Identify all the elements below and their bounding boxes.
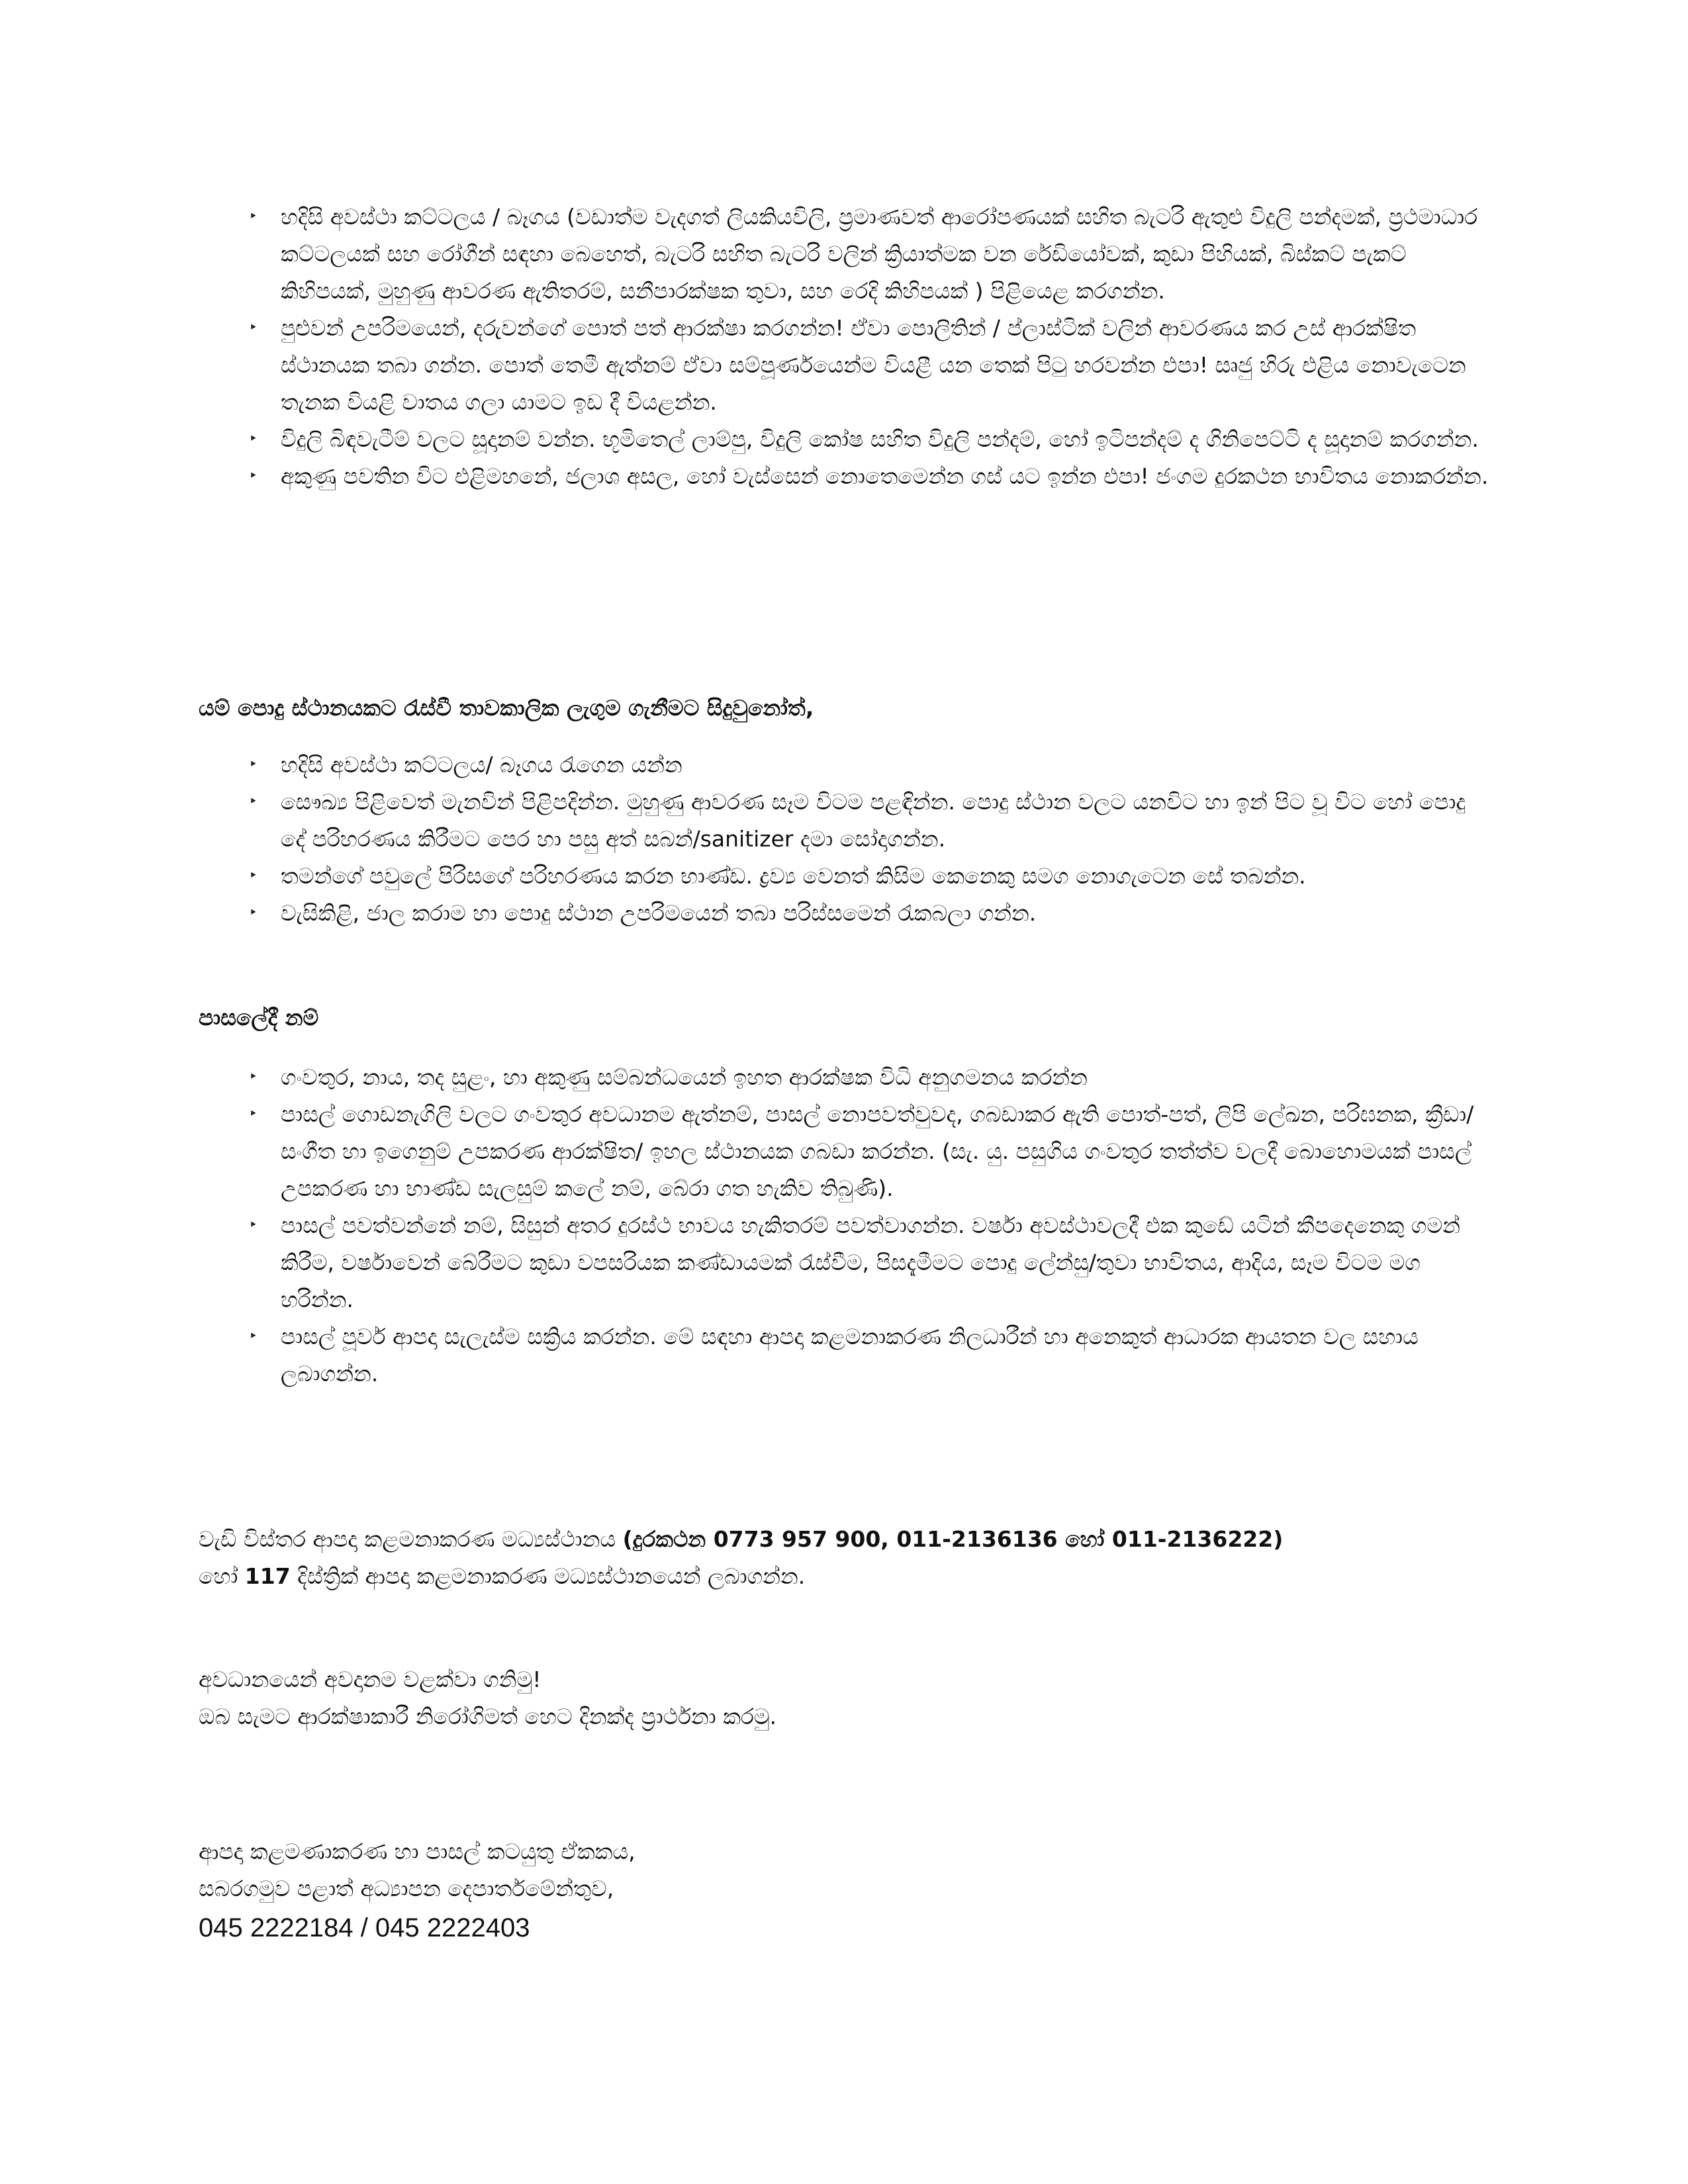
list-item bbox=[199, 1096, 1496, 1207]
school-list bbox=[199, 1059, 1496, 1392]
list-item-text: ගංවතුර, නාය, තද සුළං, හා අකුණු සම්බන්ධයෙන් ඉහත ආරක්ෂක විධි අනුගමනය කරන්න bbox=[281, 1064, 1088, 1090]
bullet-icon: ‣ bbox=[249, 905, 258, 921]
list-item bbox=[199, 895, 1496, 932]
list-item bbox=[199, 747, 1496, 784]
bullet-icon: ‣ bbox=[249, 794, 258, 810]
bullet-icon: ‣ bbox=[249, 1106, 258, 1122]
list-item-text: වැසිකිළි, ජාල කරාම හා පොදු ස්ථාන උපරිමයෙන් තබා පරිස්සමෙන් රැකබලා ගන්න. bbox=[281, 900, 1037, 926]
closing-message bbox=[199, 1661, 1496, 1735]
list-item-text: පාසල් පූර්ව ආපදා සැලැස්ම සක්‍රිය කරන්න. මේ සඳහා ආපදා කළමනාකරණ නිලධාරීන් හා අනෙකුත් ආධාරක ආයතන වල සහාය ලබාගන්න. bbox=[281, 1324, 1419, 1387]
public-shelter-list bbox=[199, 747, 1496, 932]
signature-phones: 045 2222184 / 045 2222403 bbox=[199, 1913, 530, 1942]
list-item-text: හදිසි අවස්ථා කට්ටලය/ බෑගය රැගෙන යන්න bbox=[281, 752, 682, 778]
public-shelter-heading: යම් පොදු ස්ථානයකට රැස්වී තාවකාලික ලැගුම ගැනීමට සිදුවුනෝත්, bbox=[199, 695, 814, 721]
contact-prefix: වැඩි විස්තර ආපදා කළමනාකරණ මධ්‍යස්ථානය bbox=[199, 1526, 623, 1552]
bullet-icon: ‣ bbox=[249, 208, 258, 225]
list-item-text: විදුලි බිඳවැටීම් වලට සූදානම් වන්න. භූමිතෙල් ලාම්පු, විදුලි කෝෂ සහිත විදුලි පන්දම්, හෝ ඉටිපන්දම් ද ගිනිපෙට්ටි ද සූදානම් කරගන්න. bbox=[281, 426, 1479, 452]
list-item-text: පාසල් ගොඩනැගිලි වලට ගංවතුර අවධානම ඇත්නම්, පාසල් නොපවත්වුවද, ගබඩාකර ඇති පොත්-පත්, ලිපි ලේඛන, පරිඝනක, ක්‍රීඩා/සංගීත හා ඉගෙනුම් උපකරණ ආරක්ෂිත/ ඉහල ස්ථානයක ගබඩා කරන්න. (සැ. යු. පසුගිය ගංවතුර තත්ත්ව වලදී බොහොමයක් පාසල් උපකරණ හා භාණ්ඩ සැලසුම් කලේ නම්, බේරා ගත හැකිව තිබුණි). bbox=[281, 1101, 1474, 1201]
contact-phone-numbers: (දුරකථන 0773 957 900, 011-2136136 හෝ 011-2136222) bbox=[622, 1526, 1284, 1552]
contact-hotline: 117 bbox=[244, 1563, 291, 1589]
list-item-text: හදිසි අවස්ථා කට්ටලය / බෑගය (වඩාත්ම වැදගත් ලියකියවිලි, ප්‍රමාණවත් ආරෝපණයක් සහිත බැටරි ඇතුළු විදුලි පන්දමක්, ප්‍රථමාධාර කට්ටලයක් සහ රෝගීන් සඳහා බෙහෙත්, බැටරි සහිත බැටරි වලින් ක්‍රියාත්මක වන රේඩියෝවක්, කුඩා පිහියක්, බිස්කට් පැකට් කිහිපයක්, මුහුණු ආවරණ ඇතිතරම්, සනීපාරක්ෂක තුවා, සහ රෙදි කිහිපයක් ) පිළියෙළ කරගන්න. bbox=[281, 204, 1478, 304]
closing-line-1: අවධානයෙන් අවදානම වළක්වා ගනිමු! bbox=[199, 1666, 541, 1692]
signature-unit: ආපදා කළමණාකරණ හා පාසල් කටයුතු ඒකකය, bbox=[199, 1839, 635, 1864]
list-item bbox=[199, 784, 1496, 858]
list-item bbox=[199, 199, 1496, 310]
bullet-icon: ‣ bbox=[249, 320, 258, 336]
list-item bbox=[199, 1318, 1496, 1392]
bullet-icon: ‣ bbox=[249, 431, 258, 447]
list-item bbox=[199, 1207, 1496, 1318]
list-item-text: සෞඛ්‍ය පිළිවෙත් මැනවින් පිළිපදින්න. මුහුණු ආවරණ සෑම විටම පළඳින්න. පොදු ස්ථාන වලට යනවිට හා ඉන් පිට වූ විට හෝ පොදු දේ පරිහරණය කිරීමට පෙර හා පසු අත් සබන්/sanitizer දමා සෝදාගන්න. bbox=[281, 789, 1466, 852]
bullet-icon: ‣ bbox=[249, 1328, 258, 1345]
contact-or: හෝ bbox=[199, 1563, 245, 1589]
school-heading: පාසලේදී නම් bbox=[199, 1005, 319, 1030]
list-item bbox=[199, 310, 1496, 421]
signature-department: සබරගමුව පළාත් අධ්‍යාපන දෙපාර්තමේන්තුව, bbox=[199, 1876, 614, 1901]
bullet-icon: ‣ bbox=[249, 1069, 258, 1085]
signature-block bbox=[199, 1833, 1496, 1948]
contact-suffix: දිස්ත්‍රික් ආපදා කළමනාකරණ මධ්‍යස්ථානයෙන් ලබාගන්න. bbox=[290, 1563, 806, 1589]
bullet-icon: ‣ bbox=[249, 1217, 258, 1234]
bullet-icon: ‣ bbox=[249, 756, 258, 773]
bullet-icon: ‣ bbox=[249, 868, 258, 884]
list-item-text: පාසල් පවත්වන්නේ නම්, සිසුන් අතර දුරස්ථ භාවය හැකිතරම් පවත්වාගන්න. වර්ෂා අවස්ථාවලදී එක කුඩේ යටින් කීපදෙනෙකු ගමන් කිරීම, වර්ෂාවෙන් බේරීමට කුඩා වපසරියක කණ්ඩායමක් රැස්වීම, පිසදැමීමට පොදු ලේන්සු/තුවා භාවිතය, ආදිය, සෑම විටම මග හරින්න. bbox=[281, 1212, 1460, 1312]
bullet-icon: ‣ bbox=[249, 468, 258, 484]
contact-paragraph bbox=[199, 1521, 1496, 1595]
list-item-text: පුළුවන් උපරිමයෙන්, දරුවන්ගේ පොත් පත් ආරක්ෂා කරගන්න! ඒවා පොලිතින් / ප්ලාස්ටික් වලින් ආවරණය කර උස් ආරක්ෂිත ස්ථානයක තබා ගන්න. පොත් තෙමී ඇත්නම් ඒවා සම්පූර්ණයෙන්ම වියළී යන තෙක් පිටු හරවන්න එපා! සෘජු හිරු එළිය නොවැටෙන තැනක වියළි වාතය ගලා යාමට ඉඩ දී වියළන්න. bbox=[281, 315, 1466, 415]
closing-line-2: ඔබ සැමට ආරක්ෂාකාරී නිරෝගිමත් හෙට දිනක්ද ප්‍රාර්ථනා කරමු. bbox=[199, 1704, 777, 1729]
list-item bbox=[199, 421, 1496, 458]
list-item-text: අකුණු පවතින විට එළිමහනේ, ජලාශ අසල, හෝ වැස්සෙන් නොතෙමෙන්න ගස් යට ඉන්න එපා! ජංගම දුරකථන භාවිතය නොකරන්න. bbox=[281, 463, 1489, 489]
list-item bbox=[199, 858, 1496, 895]
list-item bbox=[199, 1059, 1496, 1096]
preparedness-list bbox=[199, 199, 1496, 495]
list-item-text: තමන්ගේ පවුලේ පිරිසගේ පරිහරණය කරන භාණ්ඩ. ද්‍රව්‍ය වෙනත් කිසිම කෙනෙකු සමග නොගැටෙන සේ තබන්න. bbox=[281, 863, 1306, 889]
list-item bbox=[199, 458, 1496, 495]
